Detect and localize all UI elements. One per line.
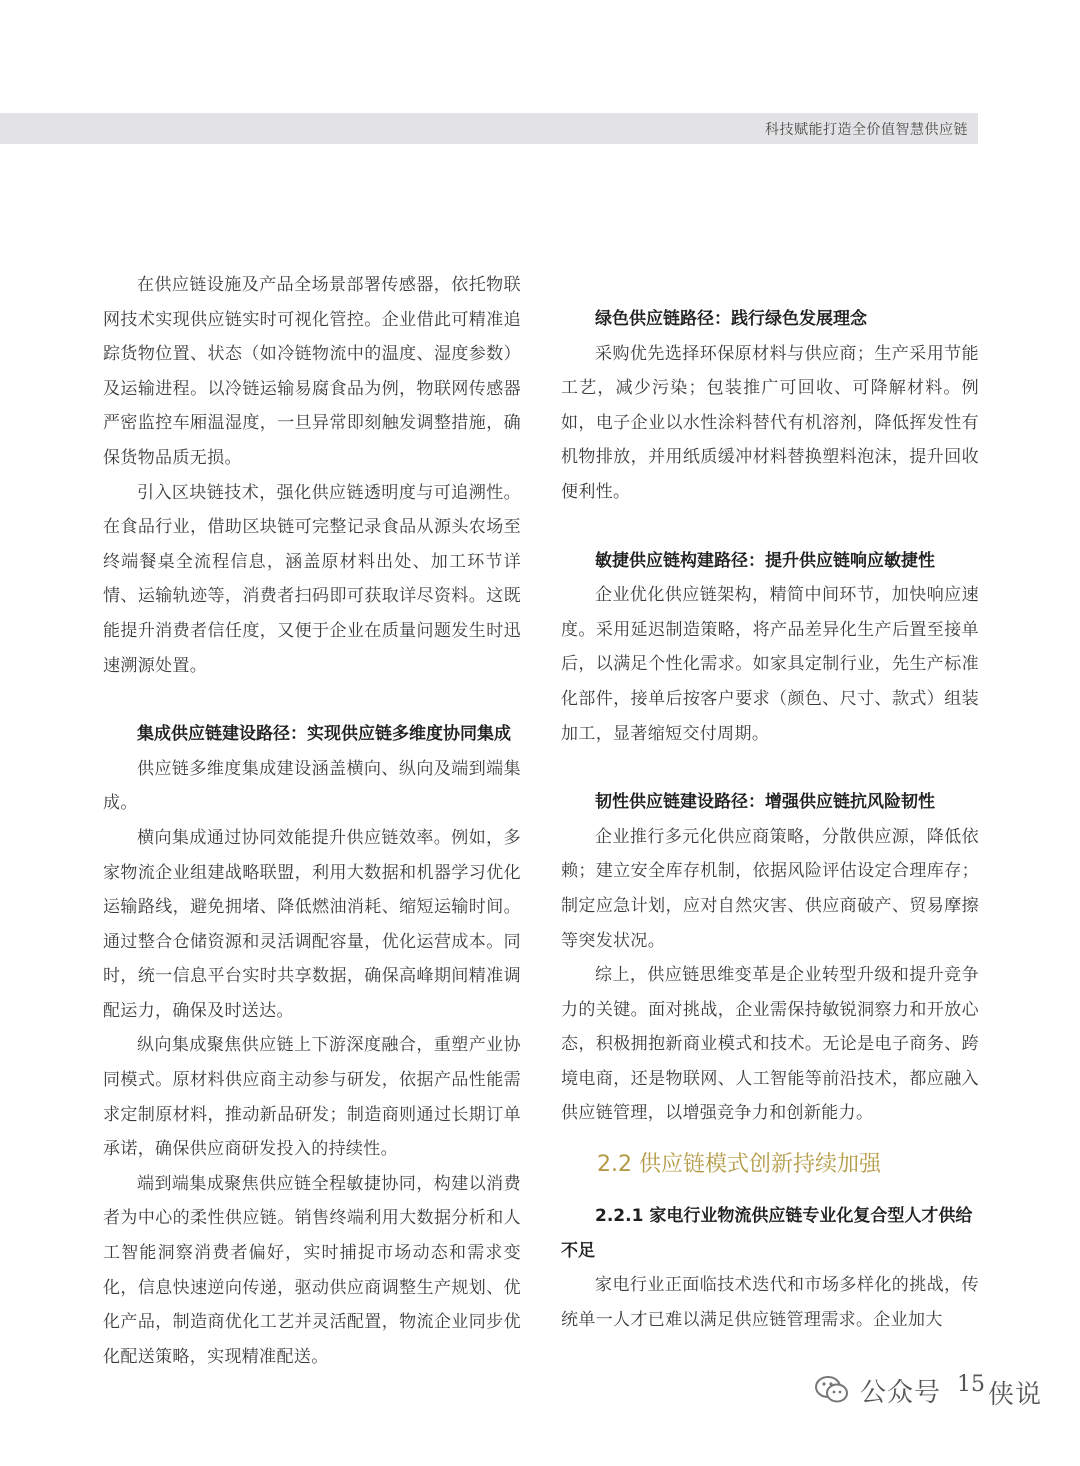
paragraph: 采购优先选择环保原材料与供应商；生产采用节能工艺，减少污染；包装推广可回收、可降解材料。例如，电子企业以水性涂料替代有机溶剂，降低挥发性有机物排放，并用纸质缓冲材料替换塑料泡沫，提升回收便利性。 xyxy=(561,343,979,502)
watermark-author: 侠说 xyxy=(988,1380,1043,1410)
left-column xyxy=(103,268,521,1374)
running-header-title: 科技赋能打造全价值智慧供应链 xyxy=(765,122,968,138)
section-heading: 绿色供应链路径：践行绿色发展理念 xyxy=(595,309,867,329)
paragraph: 家电行业正面临技术迭代和市场多样化的挑战，传统单一人才已难以满足供应链管理需求。企业加大 xyxy=(561,1275,979,1330)
wechat-watermark xyxy=(814,1370,941,1410)
chapter-section-title: 2.2 供应链模式创新持续加强 xyxy=(597,1152,881,1178)
right-column xyxy=(561,302,979,1337)
paragraph: 综上，供应链思维变革是企业转型升级和提升竞争力的关键。面对挑战，企业需保持敏锐洞察力和开放心态，积极拥抱新商业模式和技术。无论是电子商务、跨境电商，还是物联网、人工智能等前沿技术，都应融入供应链管理，以增强竞争力和创新能力。 xyxy=(561,965,979,1124)
section-heading: 韧性供应链建设路径：增强供应链抗风险韧性 xyxy=(595,792,935,813)
paragraph: 在供应链设施及产品全场景部署传感器，依托物联网技术实现供应链实时可视化管控。企业借此可精准追踪货物位置、状态（如冷链物流中的温度、湿度参数）及运输进程。以冷链运输易腐食品为例，物联网传感器严密监控车厢温湿度，一旦异常即刻触发调整措施，确保货物品质无损。 xyxy=(103,275,521,468)
section-heading: 敏捷供应链构建路径：提升供应链响应敏捷性 xyxy=(595,550,935,571)
paragraph: 端到端集成聚焦供应链全程敏捷协同，构建以消费者为中心的柔性供应链。销售终端利用大数据分析和人工智能洞察消费者偏好，实时捕捉市场动态和需求变化，信息快速逆向传递，驱动供应商调整生产规划、优化产品，制造商优化工艺并灵活配置，物流企业同步优化配送策略，实现精准配送。 xyxy=(103,1173,521,1367)
paragraph: 横向集成通过协同效能提升供应链效率。例如，多家物流企业组建战略联盟，利用大数据和机器学习优化运输路线，避免拥堵、降低燃油消耗、缩短运输时间。通过整合仓储资源和灵活调配容量，优化运营成本。同时，统一信息平台实时共享数据，确保高峰期间精准调配运力，确保及时送达。 xyxy=(103,827,521,1021)
subsection-heading: 2.2.1 家电行业物流供应链专业化复合型人才供给不足 xyxy=(561,1206,973,1261)
watermark-label: 公众号 xyxy=(860,1377,942,1408)
paragraph: 企业优化供应链架构，精简中间环节，加快响应速度。采用延迟制造策略，将产品差异化生产后置至接单后，以满足个性化需求。如家具定制行业，先生产标准化部件，接单后按客户要求（颜色、尺寸、款式）组装加工，显著缩短交付周期。 xyxy=(561,585,979,744)
paragraph: 供应链多维度集成建设涵盖横向、纵向及端到端集成。 xyxy=(103,758,521,814)
section-heading: 集成供应链建设路径：实现供应链多维度协同集成 xyxy=(137,724,511,745)
paragraph: 引入区块链技术，强化供应链透明度与可追溯性。在食品行业，借助区块链可完整记录食品从源头农场至终端餐桌全流程信息，涵盖原材料出处、加工环节详情、运输轨迹等，消费者扫码即可获取详尽资料。这既能提升消费者信任度，又便于企业在质量问题发生时迅速溯源处置。 xyxy=(103,482,521,676)
running-header-bar xyxy=(0,113,978,144)
paragraph: 企业推行多元化供应商策略，分散供应源，降低依赖；建立安全库存机制，依据风险评估设定合理库存；制定应急计划，应对自然灾害、供应商破产、贸易摩擦等突发状况。 xyxy=(561,826,979,951)
page-number: 15 xyxy=(957,1372,985,1397)
paragraph: 纵向集成聚焦供应链上下游深度融合，重塑产业协同模式。原材料供应商主动参与研发，依据产品性能需求定制原材料，推动新品研发；制造商则通过长期订单承诺，确保供应商研发投入的持续性。 xyxy=(103,1035,521,1160)
wechat-icon xyxy=(814,1375,850,1405)
